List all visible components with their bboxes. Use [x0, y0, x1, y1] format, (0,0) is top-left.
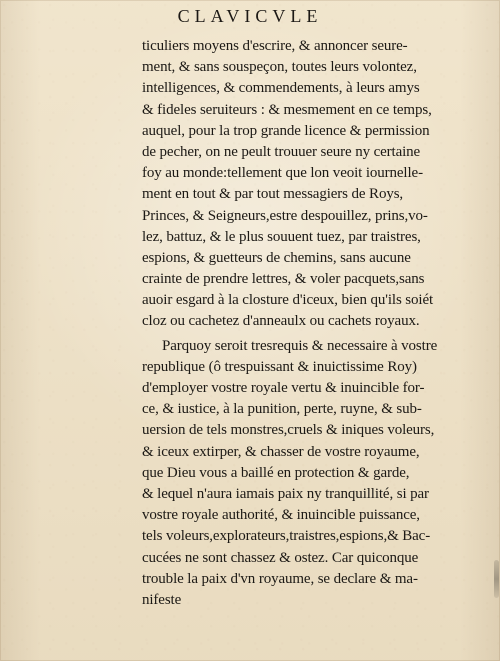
- text-line: uersion de tels monstres,cruels & iniques voleurs,: [142, 422, 435, 439]
- text-line: Princes, & Seigneurs,estre despouillez, prins,vo-: [142, 207, 428, 224]
- body-text: [142, 36, 476, 611]
- text-line: nifeste: [142, 591, 182, 608]
- text-line: & fideles seruiteurs : & mesmement en ce temps,: [142, 101, 432, 118]
- text-line: & iceux extirper, & chasser de vostre royaume,: [142, 443, 420, 460]
- text-line: Parquoy seroit tresrequis & necessaire à vostre: [162, 337, 438, 354]
- text-line: auoir esgard à la closture d'iceux, bien qu'ils soiét: [142, 292, 434, 309]
- text-line: que Dieu vous a baillé en protection & garde,: [142, 464, 410, 481]
- text-line: crainte de prendre lettres, & voler pacquets,sans: [142, 271, 425, 288]
- text-line: cucées ne sont chassez & ostez. Car quiconque: [142, 549, 419, 566]
- text-line: ce, & iustice, à la punition, perte, ruyne, & sub-: [142, 401, 422, 418]
- text-line: tels voleurs,explorateurs,traistres,espions,& Bac-: [142, 528, 431, 545]
- paragraph-1: [142, 36, 476, 333]
- text-line: foy au monde:tellement que lon veoit iournelle-: [142, 165, 423, 182]
- page-header: CLAVICVLE: [177, 6, 323, 26]
- text-line: cloz ou cachetez d'anneaulx ou cachets royaux.: [142, 313, 420, 330]
- text-line: ment en tout & par tout messagiers de Roys,: [142, 186, 404, 203]
- text-line: intelligences, & commendements, à leurs amys: [142, 80, 420, 97]
- text-line: espions, & guetteurs de chemins, sans aucune: [142, 249, 411, 266]
- text-line: & lequel n'aura iamais paix ny tranquillité, si par: [142, 485, 429, 502]
- text-line: de pecher, on ne peult trouuer seure ny certaine: [142, 143, 421, 160]
- page-edge-mark: [494, 560, 499, 598]
- text-line: trouble la paix d'vn royaume, se declare & ma-: [142, 570, 418, 587]
- text-line: vostre royale authorité, & inuincible puissance,: [142, 507, 420, 524]
- text-line: ment, & sans souspeçon, toutes leurs volontez,: [142, 59, 417, 76]
- text-line: d'employer vostre royale vertu & inuincible for-: [142, 380, 425, 396]
- text-line: republique (ô trespuissant & inuictissime Roy): [142, 358, 417, 375]
- text-line: ticuliers moyens d'escrire, & annoncer seure-: [142, 38, 408, 54]
- paragraph-2: [142, 336, 476, 611]
- text-line: auquel, pour la trop grande licence & permission: [142, 122, 430, 139]
- text-line: lez, battuz, & le plus souuent tuez, par traistres,: [142, 228, 421, 245]
